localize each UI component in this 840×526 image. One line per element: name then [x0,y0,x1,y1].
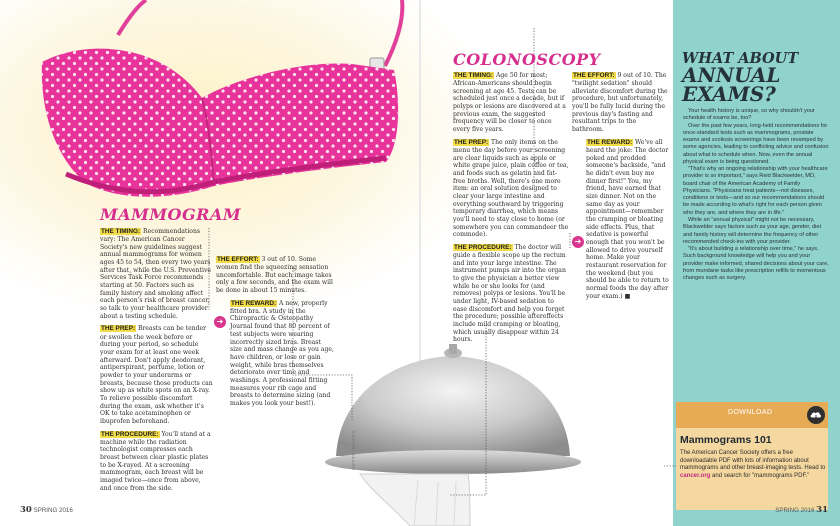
effort-text: 9 out of 10. The "twilight sedation" should alleviate discomfort during the procedure, but unfortunately, you'll be fully lucid during the previous day's fasting and resultant trips to the bathroom. [572,72,668,134]
mammogram-heading: MAMMOGRAM [100,205,242,224]
left-issue: SPRING 2016 [33,507,73,514]
download-title: Mammograms 101 [680,434,772,446]
mammogram-column-1 [100,228,214,497]
colonoscopy-timing [453,72,569,134]
reward-text: We've all heard the joke: The doctor poked and prodded someone's backside, "and he didn't even buy me dinner first!" You, my friend, have earned that size dinner. Not on the same day as your appointment—remember the cramping or bloating side effects. Plus, that sedative is powerful enough that you won't be allowed to drive yourself home. Make your restaurant reservation for the weekend (but you should be able to return to normal foods the day after your exam.) [586,138,669,300]
right-folio [775,505,828,515]
procedure-text: You'll stand at a machine while the radiation technologist compresses each breast between clear plastic plates to be X-rayed. At a screening mammogram, each breast will be imaged twice—once from above, and once from the side. [100,430,211,492]
colonoscopy-reward: THE REWARD: We've all heard the joke: The doctor poked and prodded someone's backside, "and he didn't even buy me dinner first!" You, my friend, have earned that size dinner. Not on the same day as your appointment—remember the cramping or bloating side effects. Plus, that sedative is powerful enough that you won't be allowed to drive yourself home. Make your restaurant reservation for the weekend (but you should be able to return to normal foods the day after your exam.) ■ [586,138,669,300]
sidebar-paragraph: Your health history is unique, so why shouldn't your schedule of exams be, too? [683,108,815,122]
colonoscopy-prep [453,139,569,239]
cloud-download-glyph [807,406,825,424]
colonoscopy-effort [572,72,670,134]
sidebar-heading-line-2: ANNUAL [682,62,781,87]
download-text-before: The American Cancer Society offers a free downloadable PDF with lots of information about mammograms and other breast-imaging tests. Head to [680,450,826,471]
cloud-download-icon[interactable] [807,406,825,424]
reward-label: THE REWARD: [587,138,633,146]
timing-label: THE TIMING: [454,72,494,79]
mammogram-reward [216,300,334,408]
sidebar-heading-line-1: WHAT ABOUT [682,50,799,67]
sidebar-paragraph: Over the past few years, long-held recommendations for once-standard tests such as mammograms, prostate exams and scoliosis screenings have been revamped by some agencies, leading to conflicting advice and confusion about what to schedule when. Now, even the annual physical exam is being questioned. [683,122,829,165]
sidebar-body [683,108,829,282]
download-link[interactable]: cancer.org [680,472,711,479]
download-text [680,450,826,480]
timing-label: THE TIMING: [101,228,141,235]
prep-text: The only items on the menu the day before your screening are clear liquids such as apple or white grape juice, plain coffee or tea, and foods such as gelatin and fat-free broths. Well, there's one more item: an oral solution designed to clear your large intestine and everything southward by triggering temporary diarrhea, which means you'll need to stay close to home (or somewhere you can commandeer the commode). [453,138,569,239]
mammogram-effort [216,256,334,295]
effort-label: THE EFFORT: [217,256,259,263]
photo-credit: GETTY IMAGES [351,430,356,470]
sidebar-heading [682,50,832,107]
reward-text: A new, properly fitted bra. A study in the Chiropractic & Osteopathy Journal found that 80 percent of test subjects were wearing incorrectly sized bras. Breast size and mass change as you age, have children, or lose or gain weight, while bras themselves deteriorate over time and washings. A professional fitting measures your rib cage and breasts to determine sizing (and makes you look your best!). [230,299,334,407]
prep-label: THE PREP: [101,325,136,333]
arrow-icon: ➔ [214,316,226,328]
mammogram-column-2 [216,256,334,413]
download-label: DOWNLOAD [728,409,773,416]
procedure-text: The doctor will guide a flexible scope up the rectum and into your large intestine. The instrument pumps air into the organ to give the physician a better view while he or she looks for (and removes) polyps or lesions. You'll be under light, IV-based sedation to ease discomfort and help you forget the procedure; possible aftereffects include mild cramping or bloating, which usually disappear within 24 hours. [453,243,566,344]
colonoscopy-procedure [453,244,569,344]
mammogram-prep [100,325,214,425]
right-issue: SPRING 2016 [775,507,815,514]
mammogram-timing [100,228,214,320]
effort-label: THE EFFORT: [573,72,615,79]
bra-illustration [42,0,403,197]
colonoscopy-column-2 [572,72,670,305]
arrow-icon: ➔ [572,236,584,248]
prep-text: Breasts can be tender or swollen the week before or during your period, so schedule your exam for at least one week afterward. Don't apply deodorant, antiperspirant, perfume, lotion or powder to your underarms or breasts, because those products can show up as white spots on an X-ray. To relieve possible discomfort during the exam, ask whether it's OK to take acetaminophen or ibuprofen beforehand. [100,325,213,425]
left-page-number: 30 [20,505,32,515]
cloche-illustration [325,344,581,526]
download-text-after: and search for "mammograms PDF." [710,472,810,479]
sidebar-paragraph: "It's about building a relationship over time," he says. Such background knowledge will help you and your provider make informed, shared decisions about your care, from mundane tasks like prescription refills to momentous changes such as surgery. [683,246,829,282]
timing-text: Age 50 for most; African-Americans should begin screening at age 45. Tests can be scheduled just once a decade, but if polyps or lesions are discovered at a previous exam, the suggested frequency will be closer to once every five years. [453,72,566,134]
reward-label: THE REWARD: [231,299,277,307]
procedure-label: THE PROCEDURE: [101,430,159,438]
sidebar-heading-line-3: EXAMS? [682,82,776,107]
mammogram-procedure [100,431,214,493]
colonoscopy-heading: COLONOSCOPY [453,50,601,69]
prep-label: THE PREP: [454,138,489,146]
colonoscopy-column-1 [453,72,569,349]
timing-text: Recommendations vary: The American Cancer Society's new guidelines suggest annual mammograms for women ages 45 to 54, then every two years after that, while the U.S. Preventive Services Task Force recommends starting at 50. Factors such as family history and smoking affect each person's risk of breast cancer, so talk to your healthcare provider about a testing schedule. [100,228,212,320]
sidebar-paragraph: While an "annual physical" might not be necessary, Blackwelder says factors such as your age, gender, diet and family history will determine the frequency of other recommended check-ins with your provider. [683,216,822,245]
procedure-label: THE PROCEDURE: [454,243,512,251]
left-folio [20,505,73,515]
right-page-number: 31 [816,505,828,515]
effort-text: 3 out of 10. Some women find the squeezing sensation uncomfortable. But each image takes only a few seconds, and the exam will be done in about 15 minutes. [216,256,333,295]
sidebar-paragraph: "That's why an ongoing relationship with your healthcare provider is so important," says Reid Blackwelder, MD, board chair of the American Academy of Family Physicians. "Physicians treat patients—not diseases, conditions or tests—and so our recommendations should be made according to what's right for each person given who they are, and where they are in life." [683,166,828,216]
